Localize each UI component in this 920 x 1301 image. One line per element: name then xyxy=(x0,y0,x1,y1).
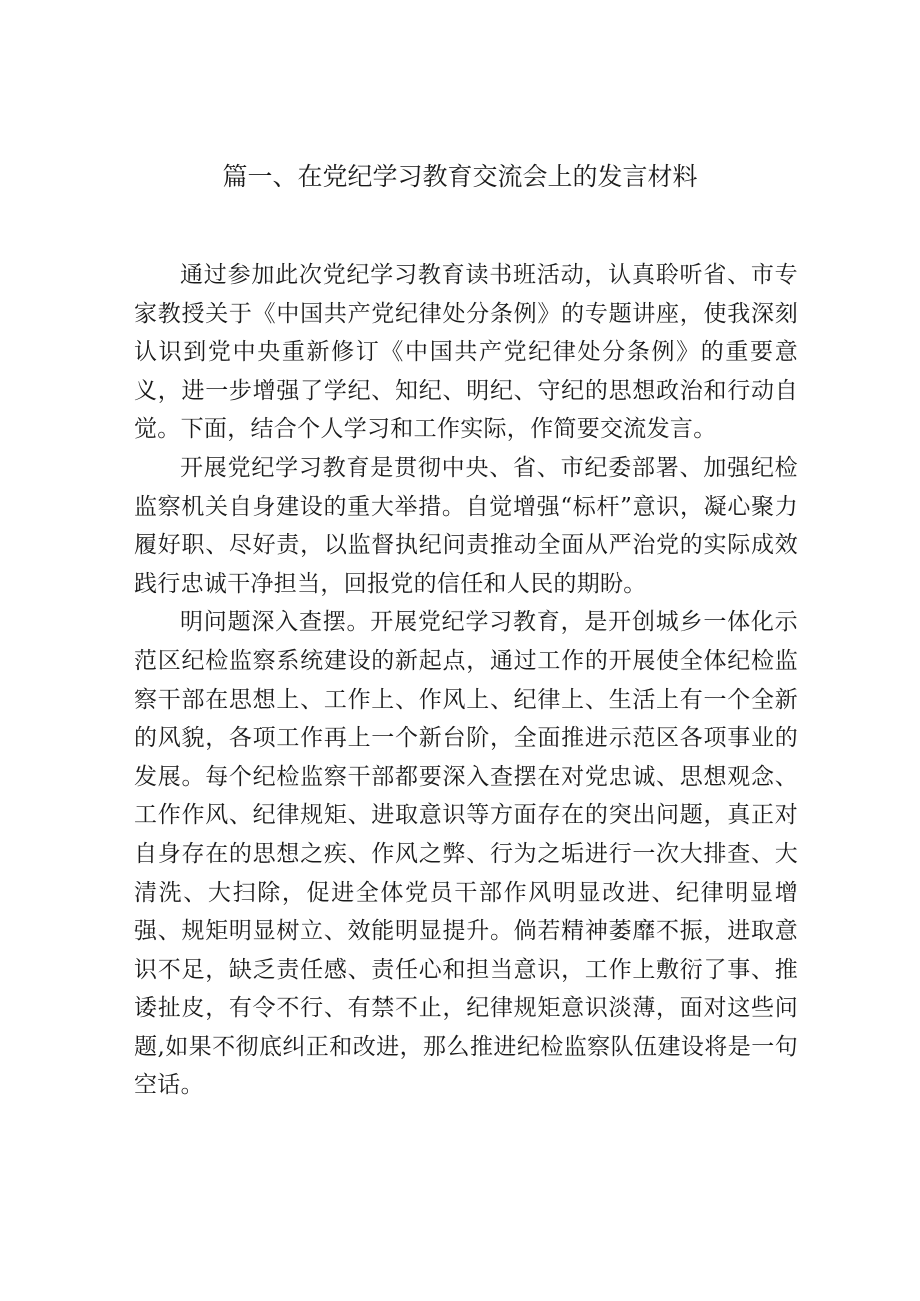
paragraph-3: 明问题深入查摆。开展党纪学习教育，是开创城乡一体化示范区纪检监察系统建设的新起点，通过工作的开展使全体纪检监察干部在思想上、工作上、作风上、纪律上、生活上有一个全新的风貌，各项工作再上一个新台阶，全面推进示范区各项事业的发展。每个纪检监察干部都要深入查摆在对党忠诚、思想观念、工作作风、纪律规矩、进取意识等方面存在的突出问题，真正对自身存在的思想之疾、作风之弊、行为之垢进行一次大排查、大清洗、大扫除，促进全体党员干部作风明显改进、纪律明显增强、规矩明显树立、效能明显提升。倘若精神萎靡不振，进取意识不足，缺乏责任感、责任心和担当意识，工作上敷衍了事、推诿扯皮，有令不行、有禁不止，纪律规矩意识淡薄，面对这些问题,如果不彻底纠正和改进，那么推进纪检监察队伍建设将是一句空话。 xyxy=(134,609,798,1099)
document-title: 篇一、在党纪学习教育交流会上的发言材料 xyxy=(222,162,698,191)
document-body xyxy=(134,256,798,1105)
paragraph-1: 通过参加此次党纪学习教育读书班活动，认真聆听省、市专家教授关于《中国共产党纪律处分条例》的专题讲座，使我深刻认识到党中央重新修订《中国共产党纪律处分条例》的重要意义，进一步增强了学纪、知纪、明纪、守纪的思想政治和行动自觉。下面，结合个人学习和工作实际，作简要交流发言。 xyxy=(134,262,798,443)
paragraph-2: 开展党纪学习教育是贯彻中央、省、市纪委部署、加强纪检监察机关自身建设的重大举措。自觉增强“标杆”意识，凝心聚力履好职、尽好责，以监督执纪问责推动全面从严治党的实际成效践行忠诚干净担当，回报党的信任和人民的期盼。 xyxy=(134,454,798,597)
